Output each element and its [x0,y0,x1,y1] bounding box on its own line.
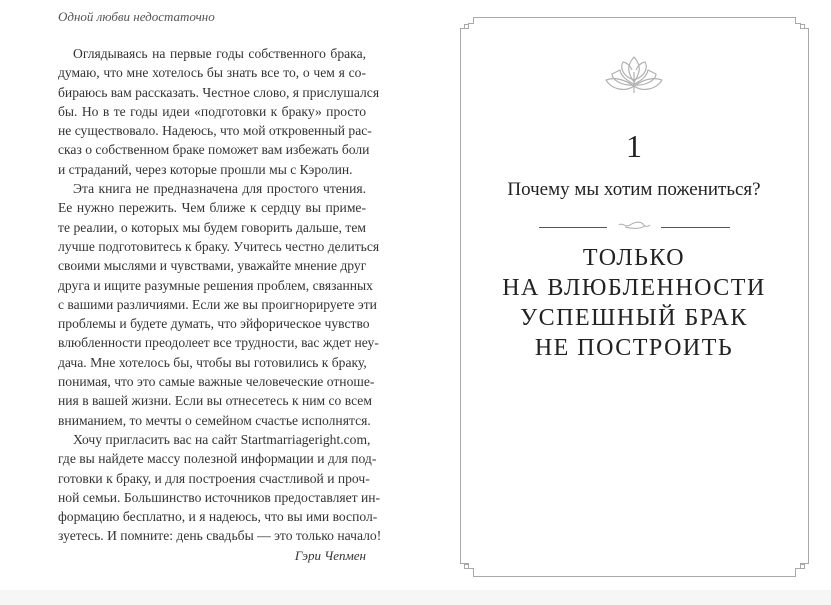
text-line: и страданий, через которые прошли мы с Кэролин. [58,161,353,177]
text-line: где вы найдете массу полезной информации и для под- [58,451,377,467]
chapter-number: 1 [626,128,642,164]
divider [539,222,730,228]
text-line: Эта книга не предназначена для простого чтения. [73,181,366,197]
text-line: проблемы и будете думать, что эйфорическое чувство [58,316,370,332]
text-line: Оглядываясь на первые годы собственного брака, [73,46,366,61]
text-line: вниманием, то мечты о семейном счастье исполнятся. [58,412,371,428]
text-line: те реалии, о которых мы будем говорить дальше, тем [58,219,366,235]
text-line: сказ о собственном браке поможет вам избежать боли [58,142,370,158]
chapter-headline [459,243,809,363]
text-line: ния в вашей жизни. Если вы отнесетесь к ним со всем [58,393,372,409]
text-line: думаю, что мне хотелось бы знать все то, о чем я со- [58,65,366,81]
text-line: лучше подготовитесь к браку. Учитесь честно делиться [58,238,380,254]
text-line: готовки к браку, и для построения счастливой и проч- [58,470,370,486]
headline-line: УСПЕШНЫЙ БРАК [520,305,748,331]
signature: Гэри Чепмен [294,547,366,563]
text-line: своими мыслями и чувствами, уважайте мнение друг [58,258,367,274]
running-head: Одной любви недостаточно [58,9,215,24]
text-line: влюбленности преодолеет все трудности, вас ждет неу- [58,335,379,351]
text-line: с вашими различиями. Если же вы проигнорируете эти [58,296,377,312]
text-line: друга и ищите разумные решения проблем, связанных [58,277,373,293]
flourish-icon [619,222,650,228]
text-line: не существовало. Надеюсь, что мой откровенный рас- [58,123,372,139]
text-line: бираюсь вам рассказать. Честное слово, я прислушался [58,84,380,100]
text-line: ной семьи. Большинство источников предоставляет ин- [58,489,381,505]
text-line: Хочу пригласить вас на сайт Startmarriageright.com, [73,431,371,447]
chapter-title: Почему мы хотим пожениться? [507,179,761,200]
text-line: Ее нужно пережить. Чем ближе к сердцу вы приме- [58,200,366,216]
text-line: понимая, что это самые важные человеческие отноше- [58,374,375,390]
headline-line: НЕ ПОСТРОИТЬ [534,335,734,361]
text-line: бы. Но в те годы идеи «подготовки к браку» просто [58,103,366,119]
lotus-icon [606,57,662,93]
headline-line: НА ВЛЮБЛЕННОСТИ [502,275,766,301]
text-line: зуетесь. И помните: день свадьбы — это только начало! [58,528,382,544]
text-line: формацию бесплатно, и я надеюсь, что вы ими воспол- [58,509,378,525]
text-line: дача. Мне хотелось бы, чтобы вы готовились к браку, [58,354,367,370]
headline-line: ТОЛЬКО [582,245,686,271]
